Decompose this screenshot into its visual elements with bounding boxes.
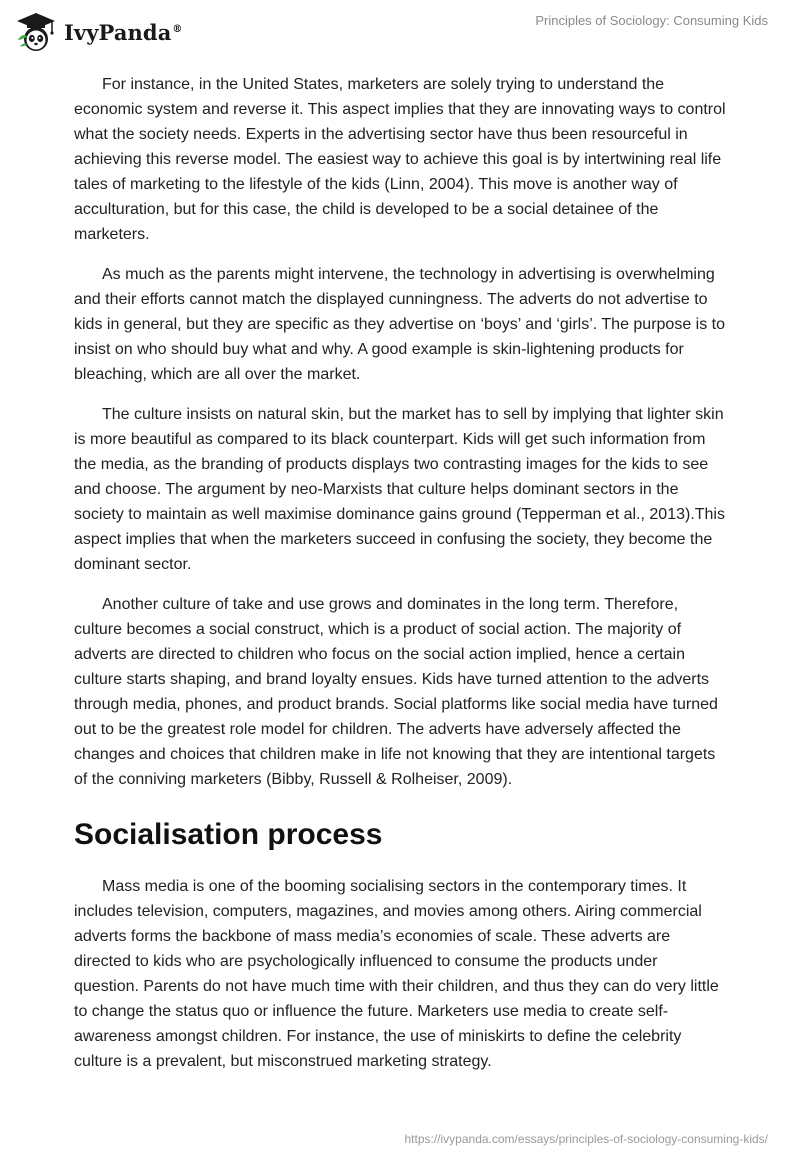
section-heading: Socialisation process: [74, 818, 383, 851]
page-header: [0, 0, 800, 60]
brand-name: IvyPanda®: [64, 19, 183, 45]
source-url-link[interactable]: https://ivypanda.com/essays/principles-of-sociology-consuming-kids/: [404, 1132, 768, 1146]
paragraph: Mass media is one of the booming socialising sectors in the contemporary times. It includes television, computers, magazines, and movies among others. Airing commercial adverts forms the backbone of mass media’s economies of scale. These adverts are directed to kids who are psychologically influenced to consume the products under question. Parents do not have much time with their children, and thus they can do very little to change the status quo or influence the future. Marketers use media to create self-awareness amongst children. For instance, the use of miniskirts to define the celebrity culture is a prevalent, but misconstrued marketing strategy.: [74, 878, 719, 1070]
ivypanda-logo[interactable]: [14, 10, 183, 54]
panda-graduation-cap-icon: [14, 10, 58, 54]
paragraph: Another culture of take and use grows and dominates in the long term. Therefore, culture becomes a social construct, which is a product of social action. The majority of adverts are directed to children who focus on the social action implied, hence a certain culture starts shaping, and brand loyalty ensues. Kids have turned attention to the adverts through media, phones, and product brands. Social platforms like social media have turned out to be the greatest role model for children. The adverts have adversely affected the changes and choices that children make in life not knowing that they are intentional targets of the conniving marketers (Bibby, Russell & Rolheiser, 2009).: [74, 596, 718, 788]
paragraph: As much as the parents might intervene, the technology in advertising is overwhelming and their efforts cannot match the displayed cunningness. The adverts do not advertise to kids in general, but they are specific as they advertise on ‘boys’ and ‘girls’. The purpose is to insist on who should buy what and why. A good example is skin-lightening products for bleaching, which are all over the market.: [74, 266, 726, 383]
registered-mark: ®: [172, 23, 183, 35]
document-title: Principles of Sociology: Consuming Kids: [535, 13, 768, 28]
paragraph: For instance, in the United States, marketers are solely trying to understand the economic system and reverse it. This aspect implies that they are innovating ways to control what the society needs. Experts in the advertising sector have thus been resourceful in achieving this reverse model. The easiest way to achieve this goal is by intertwining real life tales of marketing to the lifestyle of the kids (Linn, 2004). This move is another way of acculturation, but for this case, the child is developed to be a social detainee of the marketers.: [74, 76, 726, 243]
article-body: [74, 72, 726, 1089]
paragraph: The culture insists on natural skin, but the market has to sell by implying that lighter skin is more beautiful as compared to its black counterpart. Kids will get such information from the media, as the branding of products displays two contrasting images for the kids to see and choose. The argument by neo-Marxists that culture helps dominant sectors in the society to maintain as well maximise dominance gains ground (Tepperman et al., 2013).This aspect implies that when the marketers succeed in confusing the society, they become the dominant sector.: [74, 406, 725, 573]
